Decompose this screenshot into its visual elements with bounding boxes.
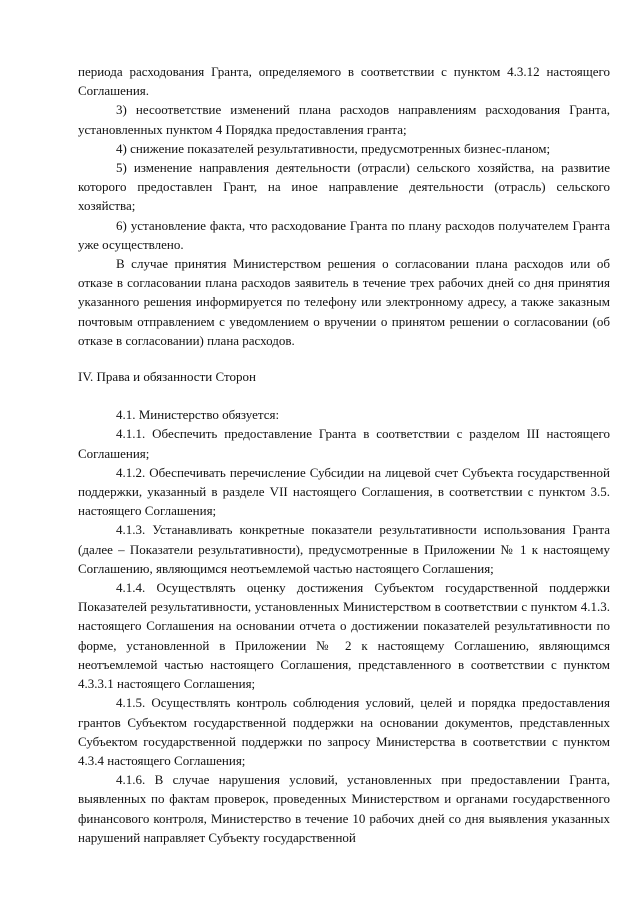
clause-4-1-1: 4.1.1. Обеспечить предоставление Гранта в соответствии с разделом III настоящего Соглашения; bbox=[78, 426, 610, 461]
decision-paragraph: В случае принятия Министерством решения о согласовании плана расходов или об отказе в согласовании плана расходов заявитель в течение трех рабочих дней со дня принятия указанного решения информируется по телефону или электронному адресу, а также заказным почтовым отправлением с уведомлением о вручении о принятом решении о согласовании (об отказе в согласовании) плана расходов. bbox=[78, 256, 610, 348]
list-item-3: 3) несоответствие изменений плана расходов направлениям расходования Гранта, установленных пунктом 4 Порядка предоставления гранта; bbox=[78, 102, 610, 137]
list-item-4: 4) снижение показателей результативности, предусмотренных бизнес-планом; bbox=[116, 140, 551, 156]
clause-4-1-4: 4.1.4. Осуществлять оценку достижения Субъектом государственной поддержки Показателей результативности, установленных Министерством в соответствии с пунктом 4.1.3. настоящего Соглашения на основании отчета о достижении показателей результативности по форме, установленной в Приложении № 2 к настоящему Соглашению, являющимся неотъемлемой частью настоящего Соглашения, представленного в соответствии с пунктом 4.3.3.1 настоящего Соглашения; bbox=[78, 580, 610, 692]
clause-4-1: 4.1. Министерство обязуется: bbox=[116, 407, 280, 423]
continuation-paragraph: периода расходования Гранта, определяемого в соответствии с пунктом 4.3.12 настоящего Соглашения. bbox=[78, 64, 610, 99]
document-page bbox=[78, 62, 610, 847]
clause-4-1-2: 4.1.2. Обеспечивать перечисление Субсидии на лицевой счет Субъекта государственной поддержки, указанный в разделе VII настоящего Соглашения, в соответствии с пунктом 3.5. настоящего Соглашения; bbox=[78, 464, 610, 519]
list-item-6: 6) установление факта, что расходование Гранта по плану расходов получателем Гранта уже осуществлено. bbox=[78, 217, 610, 252]
section-heading: IV. Права и обязанности Сторон bbox=[78, 369, 256, 385]
clause-4-1-5: 4.1.5. Осуществлять контроль соблюдения условий, целей и порядка предоставления грантов Субъектом государственной поддержки на основании документов, представленных Субъектом государственной поддержки по запросу Министерства в соответствии с пунктом 4.3.4 настоящего Соглашения; bbox=[78, 695, 610, 768]
clause-4-1-3: 4.1.3. Устанавливать конкретные показатели результативности использования Гранта (далее – Показатели результативности), предусмотренные в Приложении № 1 к настоящему Соглашению, являющимся неотъемлемой частью настоящего Соглашения; bbox=[78, 522, 610, 576]
list-item-5: 5) изменение направления деятельности (отрасли) сельского хозяйства, на развитие которого предоставлен Грант, на иное направление деятельности (отрасль) сельского хозяйства; bbox=[78, 160, 610, 214]
clause-4-1-6: 4.1.6. В случае нарушения условий, установленных при предоставлении Гранта, выявленных по фактам проверок, проведенных Министерством и органами государственного финансового контроля, Министерство в течение 10 рабочих дней со дня выявления указанных нарушений направляет Субъекту государственной bbox=[78, 772, 610, 845]
